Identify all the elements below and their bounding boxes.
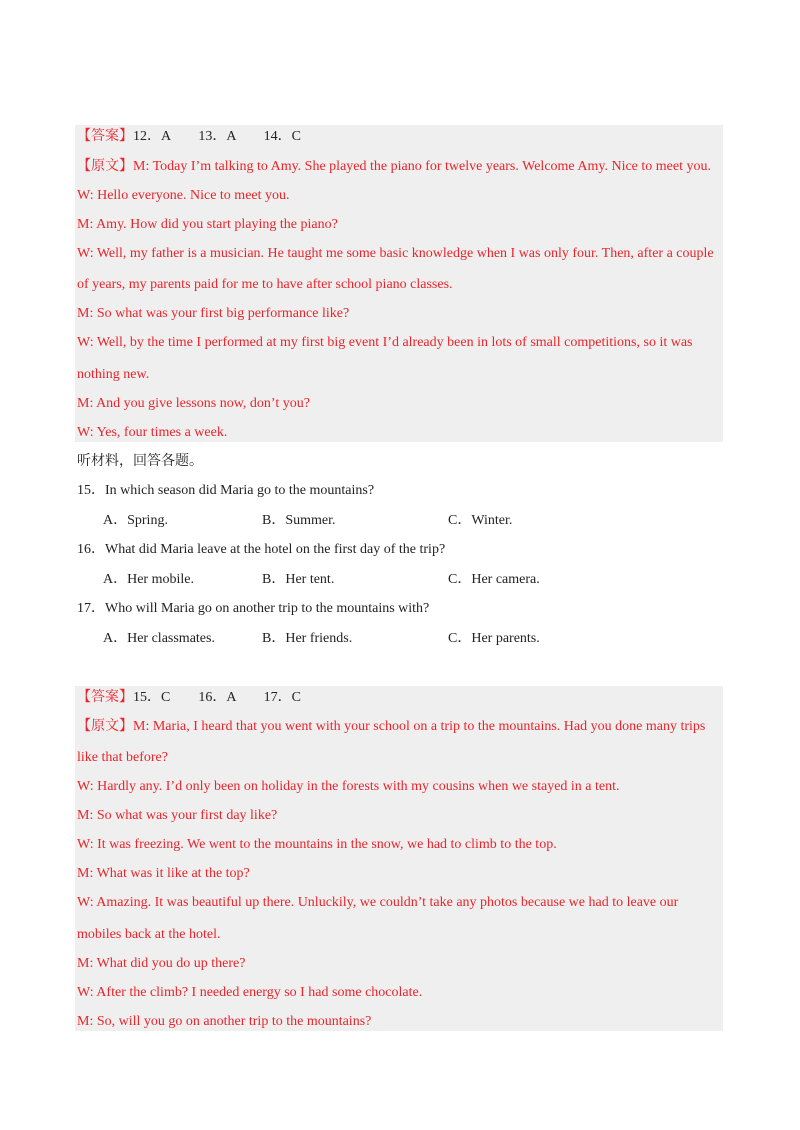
transcript-tag: 【原文】 <box>77 159 133 174</box>
transcript-line: W: Well, by the time I performed at my first big event I’d already been in lots of small competitions, so it was <box>77 335 693 350</box>
transcript-line: like that before? <box>77 750 168 765</box>
transcript-line: W: Amazing. It was beautiful up there. Unluckily, we couldn’t take any photos because we had to leave our <box>77 895 679 910</box>
answer-line-2 <box>77 688 301 708</box>
transcript-line: W: It was freezing. We went to the mountains in the snow, we had to climb to the top. <box>77 837 557 852</box>
option-17-c: C．Her parents. <box>448 631 540 646</box>
question-15: 15．In which season did Maria go to the mountains? <box>77 483 375 498</box>
option-15-c: C．Winter. <box>448 513 513 528</box>
transcript-line: M: And you give lessons now, don’t you? <box>77 396 310 411</box>
transcript-line: 【原文】M: Maria, I heard that you went with your school on a trip to the mountains. Had you done many trips <box>77 719 706 734</box>
transcript-line: of years, my parents paid for me to have after school piano classes. <box>77 277 453 292</box>
option-17-b: B．Her friends. <box>262 631 353 646</box>
question-16: 16．What did Maria leave at the hotel on the first day of the trip? <box>77 542 446 557</box>
transcript-line: M: So what was your first day like? <box>77 808 278 823</box>
option-16-b: B．Her tent. <box>262 572 335 587</box>
instruction-text: 听材料，回答各题。 <box>77 454 203 469</box>
transcript-line: W: Well, my father is a musician. He taught me some basic knowledge when I was only four. Then, after a couple <box>77 246 714 261</box>
transcript-line: 【原文】M: Today I’m talking to Amy. She played the piano for twelve years. Welcome Amy. Nice to meet you. <box>77 159 711 174</box>
answer-block-2 <box>75 686 723 1031</box>
transcript-line: M: Amy. How did you start playing the piano? <box>77 217 338 232</box>
question-17: 17．Who will Maria go on another trip to the mountains with? <box>77 601 430 616</box>
answer-key: 12．A 13．A 14．C <box>133 129 302 144</box>
transcript-line: M: So what was your first big performance like? <box>77 306 350 321</box>
transcript-line: W: Hello everyone. Nice to meet you. <box>77 188 290 203</box>
transcript-line: W: Yes, four times a week. <box>77 425 228 440</box>
transcript-line: M: What was it like at the top? <box>77 866 250 881</box>
option-15-a: A．Spring. <box>103 513 168 528</box>
answer-tag: 【答案】 <box>77 129 133 144</box>
option-16-a: A．Her mobile. <box>103 572 194 587</box>
transcript-tag: 【原文】 <box>77 719 133 734</box>
transcript-line: mobiles back at the hotel. <box>77 927 221 942</box>
answer-key: 15．C 16．A 17．C <box>133 690 302 705</box>
transcript-line: W: Hardly any. I’d only been on holiday in the forests with my cousins when we stayed in a tent. <box>77 779 620 794</box>
transcript-line: M: So, will you go on another trip to the mountains? <box>77 1014 372 1029</box>
transcript-line: W: After the climb? I needed energy so I had some chocolate. <box>77 985 423 1000</box>
answer-tag: 【答案】 <box>77 690 133 705</box>
transcript-line: M: What did you do up there? <box>77 956 246 971</box>
transcript-line: nothing new. <box>77 367 150 382</box>
option-15-b: B．Summer. <box>262 513 336 528</box>
answer-line-1 <box>77 127 301 147</box>
option-17-a: A．Her classmates. <box>103 631 215 646</box>
option-16-c: C．Her camera. <box>448 572 540 587</box>
